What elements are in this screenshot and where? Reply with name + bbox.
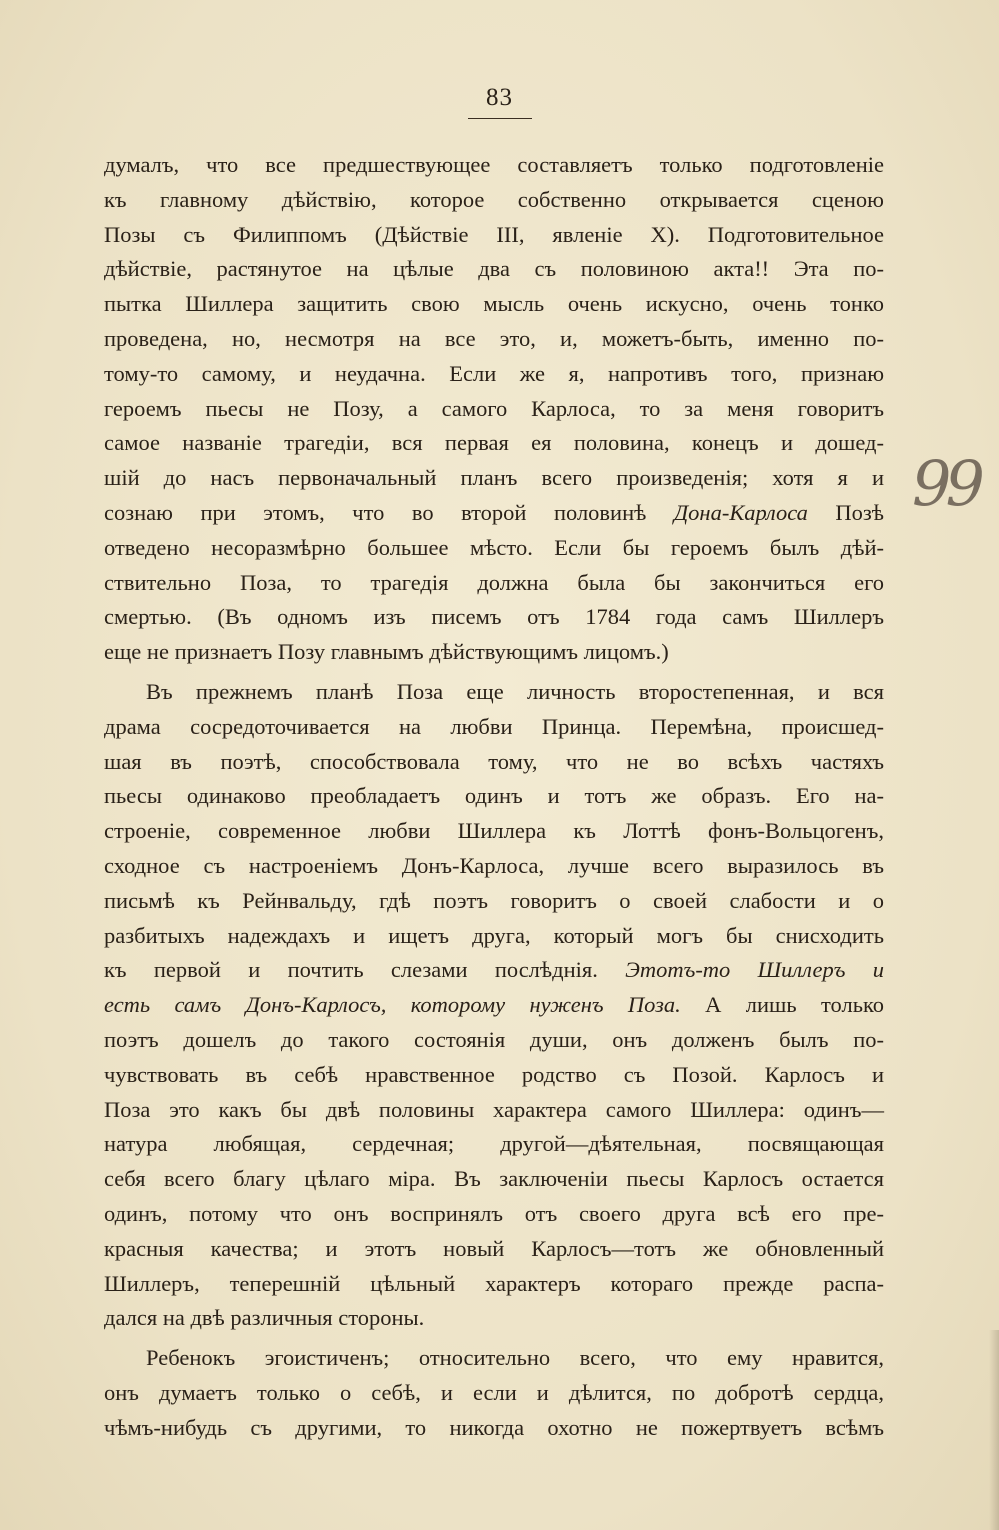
text-line: [104, 218, 884, 253]
text-line: [104, 779, 884, 814]
text-line: [104, 953, 884, 988]
text-line: [104, 148, 884, 183]
text-line: [104, 675, 884, 710]
line-text: смертью. (Въ одномъ изъ писемъ отъ 1784 года самъ Шиллеръ: [104, 604, 884, 630]
line-text: пытка Шиллера защитить свою мысль очень искусно, очень тонко: [104, 291, 884, 317]
line-text: ствительно Поза, то трагедія должна была бы закончиться его: [104, 569, 884, 595]
italic-text: Этотъ-то Шиллеръ и: [625, 957, 884, 983]
text-line: [104, 1232, 884, 1267]
line-text: Ребенокъ эгоистиченъ; относительно всего, что ему нравится,: [146, 1345, 884, 1371]
text-line: [104, 1127, 884, 1162]
text-line: [104, 600, 884, 635]
page-edge-shadow: [989, 1330, 999, 1530]
line-text: онъ думаетъ только о себѣ, и если и дѣлится, по добротѣ сердца,: [104, 1379, 884, 1405]
line-text: драма сосредоточивается на любви Принца. Перемѣна, происшед-: [104, 713, 884, 739]
text-line: [104, 1267, 884, 1302]
text-line: [104, 183, 884, 218]
margin-note: 99: [912, 447, 979, 520]
text-line: [104, 988, 884, 1023]
line-text: Шиллеръ, теперешній цѣльный характеръ котораго прежде распа-: [104, 1270, 884, 1296]
line-text: поэтъ дошелъ до такого состоянія души, онъ долженъ былъ по-: [104, 1026, 884, 1052]
line-text: чѣмъ-нибудь съ другими, то никогда охотно не пожертвуетъ всѣмъ: [104, 1414, 884, 1440]
line-text: разбитыхъ надеждахъ и ищетъ друга, который могъ бы снисходить: [104, 922, 884, 948]
line-text: сходное съ настроеніемъ Донъ-Карлоса, лучше всего выразилось въ: [104, 852, 884, 878]
line-text: къ главному дѣйствію, которое собственно открывается сценою: [104, 186, 884, 212]
text-line: [104, 496, 884, 531]
line-text: къ первой и почтить слезами послѣднія.: [104, 957, 626, 983]
text-line: [104, 287, 884, 322]
line-text: Поза это какъ бы двѣ половины характера самого Шиллера: одинъ—: [104, 1096, 884, 1122]
text-line: [104, 357, 884, 392]
line-text: тому-то самому, и неудачна. Если же я, напротивъ того, признаю: [104, 360, 884, 386]
line-text: Въ прежнемъ планѣ Поза еще личность второстепенная, и вся: [146, 678, 884, 704]
line-text: Позы съ Филиппомъ (Дѣйствіе III, явленіе X). Подготовительное: [104, 221, 884, 247]
text-line: [104, 1411, 884, 1446]
line-text: шій до насъ первоначальный планъ всего произведенія; хотя я и: [104, 465, 884, 491]
text-line: [104, 322, 884, 357]
line-text: А лишь только: [680, 992, 885, 1018]
line-text: думалъ, что все предшествующее составляетъ только подготовленіе: [104, 152, 884, 177]
text-line: [104, 710, 884, 745]
line-text: красныя качества; и этотъ новый Карлосъ—тотъ же обновленный: [104, 1235, 884, 1261]
line-text: героемъ пьесы не Позу, а самого Карлоса, то за меня говоритъ: [104, 395, 884, 421]
text-line: [104, 252, 884, 287]
text-line: [104, 392, 884, 427]
text-line: [104, 1376, 884, 1411]
text-line: [104, 849, 884, 884]
line-text: дѣйствіе, растянутое на цѣлые два съ половиною акта!! Эта по-: [104, 256, 884, 282]
page-number: 83: [486, 84, 513, 111]
line-text: сознаю при этомъ, что во второй половинѣ: [104, 499, 674, 525]
line-text: Позѣ: [807, 499, 884, 525]
text-line: [104, 1197, 884, 1232]
line-text: одинъ, потому что онъ воспринялъ отъ своего друга всѣ его пре-: [104, 1200, 884, 1226]
body-text: [104, 148, 884, 1445]
text-line: [104, 1058, 884, 1093]
line-text: чувствовать въ себѣ нравственное родство съ Позой. Карлосъ и: [104, 1061, 884, 1087]
line-text: шая въ поэтѣ, способствовала тому, что не во всѣхъ частяхъ: [104, 748, 884, 774]
text-line: [104, 531, 884, 566]
italic-text: есть самъ Донъ-Карлосъ, которому нуженъ Поза.: [104, 992, 681, 1018]
line-text: себя всего благу цѣлаго міра. Въ заключеніи пьесы Карлосъ остается: [104, 1166, 884, 1192]
line-text: натура любящая, сердечная; другой—дѣятельная, посвящающая: [104, 1131, 884, 1157]
text-line: [104, 461, 884, 496]
text-line: [104, 1341, 884, 1376]
line-text: проведена, но, несмотря на все это, и, можетъ-быть, именно по-: [104, 325, 884, 351]
line-text: отведено несоразмѣрно большее мѣсто. Если бы героемъ былъ дѣй-: [104, 534, 884, 560]
line-text: строеніе, современное любви Шиллера къ Лоттѣ фонъ-Вольцогенъ,: [104, 818, 884, 844]
text-line: [104, 1301, 884, 1336]
line-text: самое названіе трагедіи, вся первая ея половина, конецъ и дошед-: [104, 430, 884, 456]
text-line: [104, 635, 884, 670]
line-text: письмѣ къ Рейнвальду, гдѣ поэтъ говоритъ о своей слабости и о: [104, 887, 884, 913]
line-text: еще не признаетъ Позу главнымъ дѣйствующимъ лицомъ.): [104, 639, 669, 665]
text-line: [104, 426, 884, 461]
line-text: дался на двѣ различныя стороны.: [104, 1305, 425, 1331]
text-line: [104, 814, 884, 849]
header-rule: [468, 118, 532, 119]
italic-text: Дона-Карлоса: [673, 499, 808, 525]
text-line: [104, 884, 884, 919]
text-line: [104, 1162, 884, 1197]
text-line: [104, 745, 884, 780]
line-text: пьесы одинаково преобладаетъ одинъ и тотъ же образъ. Его на-: [104, 783, 884, 809]
text-line: [104, 1093, 884, 1128]
text-line: [104, 1023, 884, 1058]
text-line: [104, 566, 884, 601]
text-line: [104, 919, 884, 954]
